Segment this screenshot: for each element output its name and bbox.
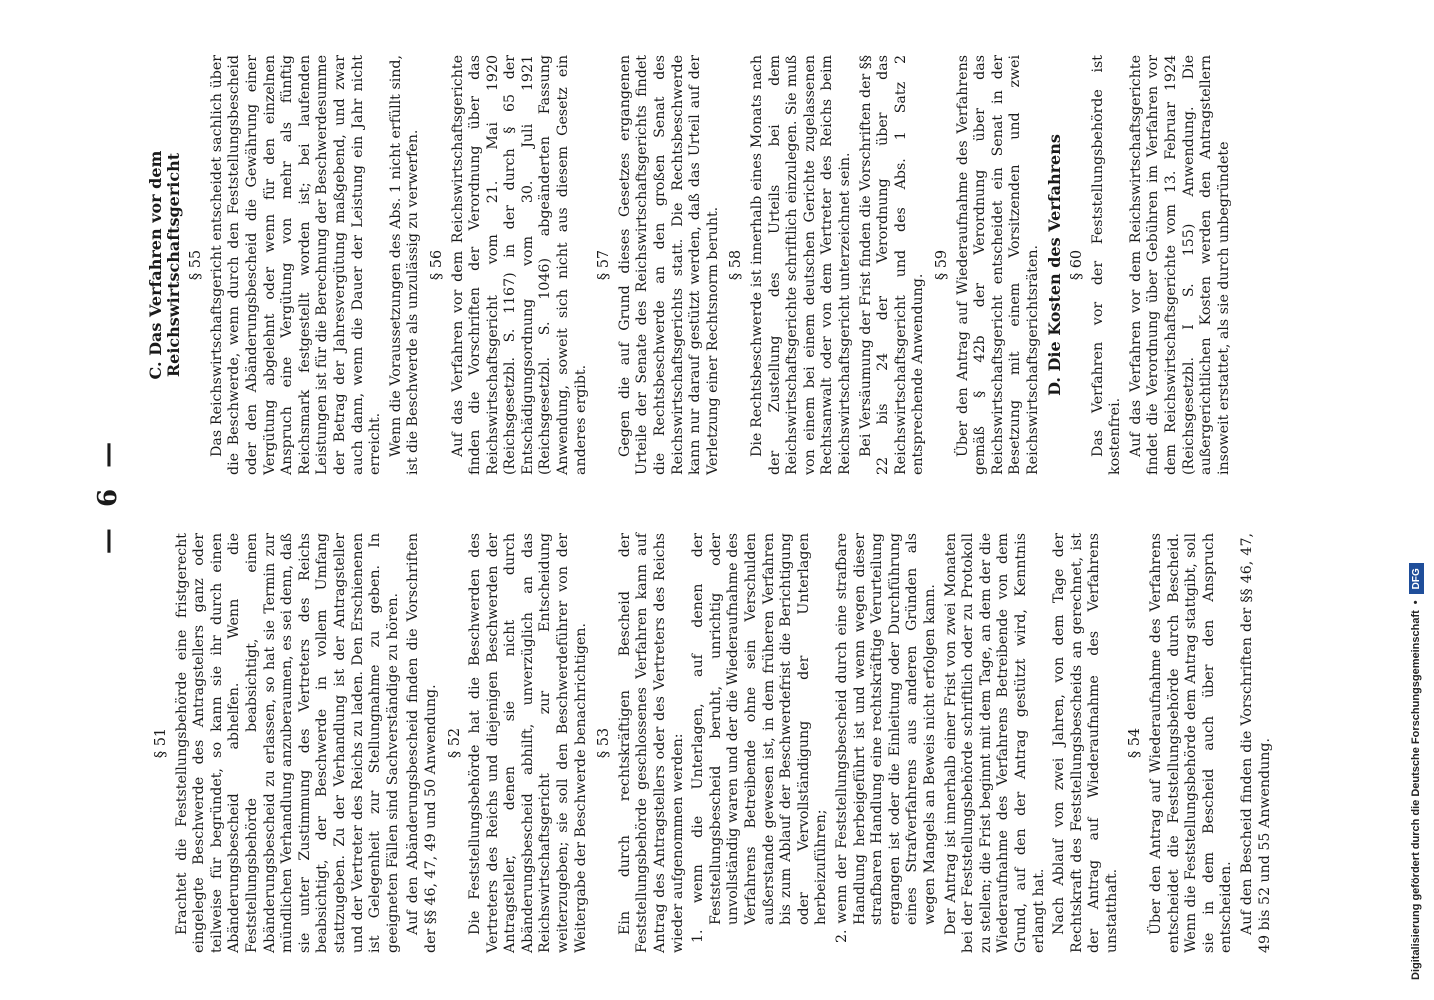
paragraph: Erachtet die Feststellungsbehörde eine fristgerecht eingelegte Beschwerde des Antragstellers ganz oder teilweise für begründet, so kann sie ihr durch einen Abänderungsbescheid abhelfen. Wenn die Feststellungsbehörde beabsichtigt, einen Abänderungsbescheid zu erlassen, so hat sie Termin zur mündlichen Verhandlung anzuberaumen, es sei denn, daß sie unter Zustimmung des Vertreters des Reichs beabsichtigt, der Beschwerde in vollem Umfang stattzugeben. Zu der Verhandlung ist der Antragsteller und der Vertreter des Reichs zu laden. Den Erschienenen ist Gelegenheit zur Stellungnahme zu geben. In geeigneten Fällen sind Sachverständige zu hören. [173, 533, 401, 953]
section-52-heading: § 52 [446, 727, 463, 759]
section-54-heading: § 54 [1127, 727, 1144, 759]
credit-text: Digitalisierung gefördert durch die Deutsche Forschungsgemeinschaft [1410, 610, 1422, 980]
paragraph: Auf den Bescheid finden die Vorschriften der §§ 46, 47, 49 bis 52 und 55 Anwendung. [1239, 533, 1273, 953]
section-59-heading: § 59 [933, 249, 950, 281]
paragraph: Über den Antrag auf Wiederaufnahme des Verfahrens entscheidet die Feststellungsbehörde durch Bescheid. Wenn die Feststellungsbehörde dem Antrag stattgibt, soll sie in dem Bescheid auch über den Anspruch entscheiden. [1148, 533, 1235, 953]
paragraph: Das Verfahren vor der Feststellungsbehörde ist kostenfrei. [1089, 55, 1124, 475]
list-item: 1. wenn die Unterlagen, auf denen der Feststellungsbescheid beruht, unrichtig oder unvollständig waren und der die Wiederaufnahme des Verfahrens Betreibende ohne sein Verschulden außerstande gewesen ist, in dem früheren Verfahren bis zum Ablauf der Beschwerdefrist die Berichtigung oder Vervollständigung der Unterlagen herbeizuführen; [690, 533, 830, 943]
digitization-credit: Digitalisierung gefördert durch die Deutsche Forschungsgemeinschaft • DFG [1406, 0, 1426, 980]
section-55-heading: § 55 [188, 249, 205, 281]
paragraph: Auf den Abänderungsbescheid finden die Vorschriften der §§ 46, 47, 49 und 50 Anwendung. [405, 533, 439, 953]
paragraph: Nach Ablauf von zwei Jahren, von dem Tage der Rechtskraft des Feststellungsbescheids an gerechnet, ist der Antrag auf Wiederaufnahme des Verfahrens unstatthaft. [1051, 533, 1120, 953]
left-column [147, 533, 1277, 953]
paragraph: Wenn die Voraussetzungen des Abs. 1 nicht erfüllt sind, ist die Beschwerde als unzulässig zu verwerfen. [387, 55, 422, 475]
section-60-heading: § 60 [1069, 249, 1086, 281]
paragraph: Bei Versäumung der Frist finden die Vorschriften der §§ 22 bis 24 der Verordnung über das Reichswirtschaftsgericht und des Abs. 1 Satz 2 entsprechende Anwendung. [857, 55, 927, 475]
paragraph: Die Rechtsbeschwerde ist innerhalb eines Monats nach der Zustellung des Urteils bei dem Reichswirtschaftsgerichte schriftlich einzulegen. Sie muß von einem bei einem deutschen Gerichte zugelassenen Rechtsanwalt oder von dem Vertreter des Reichs beim Reichswirtschaftsgericht unterzeichnet sein. [749, 55, 853, 475]
section-53-heading: § 53 [596, 727, 613, 759]
paragraph: Der Antrag ist innerhalb einer Frist von zwei Monaten bei der Feststellungsbehörde schriftlich oder zu Protokoll zu stellen; die Frist beginnt mit dem Tage, an dem der die Wiederaufnahme des Verfahrens Betreibende von dem Grund, auf den der Antrag gestützt wird, Kenntnis erlangt hat. [942, 533, 1047, 953]
paragraph: Gegen die auf Grund dieses Gesetzes ergangenen Urteile der Senate des Reichswirtschaftsgerichts findet die Rechtsbeschwerde an den großen Senat des Reichswirtschaftsgerichts statt. Die Rechtsbeschwerde kann nur darauf gestützt werden, daß das Urteil auf der Verletzung einer Rechtsnorm beruht. [616, 55, 721, 475]
paragraph: Auf das Verfahren vor dem Reichswirtschaftsgerichte finden die Vorschriften der Verordnung über das Reichswirtschaftsgericht vom 21. Mai 1920 (Reichsgesetzbl. S. 1167) in der durch § 65 der Entschädigungsordnung vom 30. Juli 1921 (Reichsgesetzbl. S. 1046) abgeänderten Fassung Anwendung, soweit sich nicht aus diesem Gesetz ein anderes ergibt. [449, 55, 589, 475]
paragraph: Die Feststellungsbehörde hat die Beschwerden des Vertreters des Reichs und diejenigen Beschwerden der Antragsteller, denen sie nicht durch Abänderungsbescheid abhilft, unverzüglich an das Reichswirtschaftsgericht zur Entscheidung weiterzugeben; sie soll den Beschwerdeführer von der Weitergabe der Beschwerde benachrichtigen. [467, 533, 589, 953]
page-number: — 6 — [93, 435, 123, 555]
paragraph: Auf das Verfahren vor dem Reichswirtschaftsgerichte findet die Verordnung über Gebühren im Verfahren vor dem Reichswirtschaftsgerichte vom 13. Februar 1924 (Reichsgesetzbl. I S. 155) Anwendung. Die außergerichtlichen Kosten werden den Antragstellern insoweit erstattet, als sie durch unbegründete [1127, 55, 1232, 475]
list-item: 2. wenn der Feststellungsbescheid durch eine strafbare Handlung herbeigeführt ist und wenn wegen dieser strafbaren Handlung eine rechtskräftige Verurteilung ergangen ist oder die Einleitung oder Durchführung eines Strafverfahrens aus anderen Gründen als wegen Mangels an Beweis nicht erfolgen kann. [833, 533, 938, 943]
document-page [85, 15, 1420, 975]
right-column [147, 55, 1236, 475]
section-58-heading: § 58 [728, 249, 745, 281]
paragraph: Über den Antrag auf Wiederaufnahme des Verfahrens gemäß § 42b der Verordnung über das Reichswirtschaftsgericht entscheidet ein Senat in der Besetzung mit einem Vorsitzenden und zwei Reichswirtschaftsgerichtsräten. [954, 55, 1041, 475]
section-57-heading: § 57 [596, 249, 613, 281]
paragraph: Das Reichswirtschaftsgericht entscheidet sachlich über die Beschwerde, wenn durch den Feststellungsbescheid oder den Abänderungsbescheid die Gewährung einer Vergütung abgelehnt oder wenn für den einzelnen Anspruch eine Vergütung von mehr als fünftig Reichsmark festgestellt worden ist; bei laufenden Leistungen ist für die Berechnung der Beschwerdesumme der Betrag der Jahresvergütung maßgebend, und zwar auch dann, wenn die Dauer der Leistung ein Jahr nicht erreicht. [208, 55, 384, 475]
chapter-heading-d: D. Die Kosten des Verfahrens [1044, 134, 1064, 396]
chapter-heading-c: C. Das Verfahren vor dem Reichswirtschaftsgericht [146, 150, 183, 380]
section-51-heading: § 51 [153, 727, 169, 759]
paragraph: Ein durch rechtskräftigen Bescheid der Feststellungsbehörde geschlossenes Verfahren kann auf Antrag des Antragstellers oder des Vertreters des Reichs wieder aufgenommen werden: [616, 533, 686, 953]
dfg-logo: DFG [1409, 563, 1424, 594]
section-56-heading: § 56 [428, 249, 445, 281]
